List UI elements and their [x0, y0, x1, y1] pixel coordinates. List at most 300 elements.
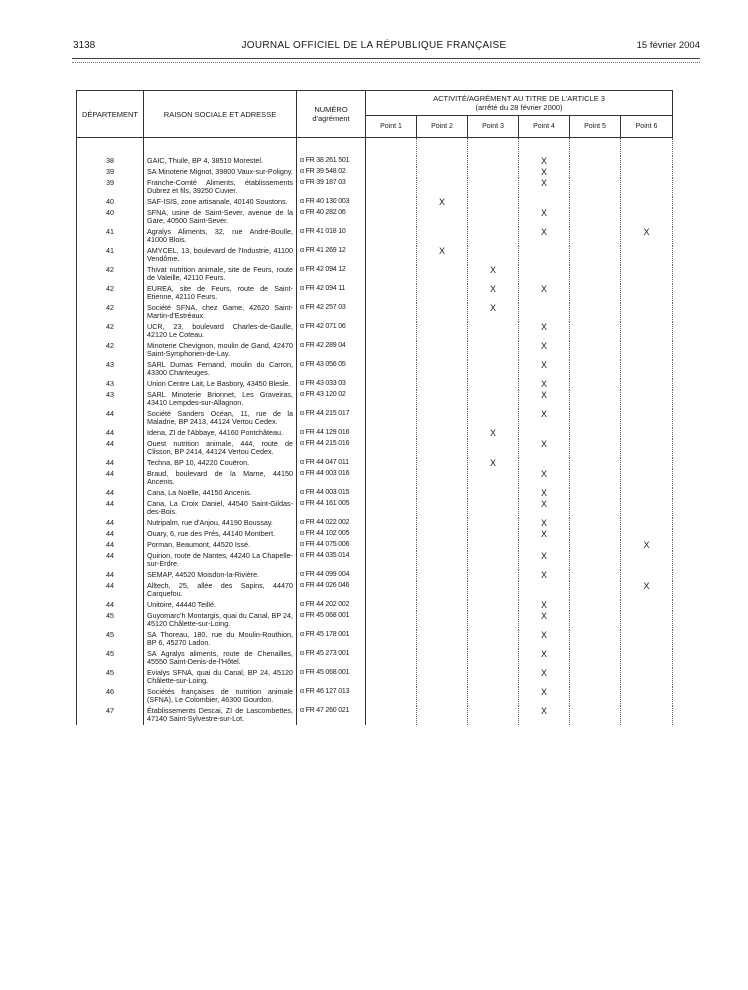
cell-point-1: [366, 265, 417, 284]
cell-point-5: [570, 322, 621, 341]
cell-departement: 42: [77, 265, 144, 284]
cell-point-5: [570, 600, 621, 611]
header-point-2: Point 2: [417, 116, 468, 138]
cell-point-4: X: [519, 551, 570, 570]
table-row: [77, 390, 673, 409]
cell-point-2: [417, 649, 468, 668]
cell-numero: α FR 46 127 013: [297, 687, 366, 706]
cell-point-5: [570, 246, 621, 265]
table-row: [77, 611, 673, 630]
cell-point-6: [621, 167, 673, 178]
header-point-6: Point 6: [621, 116, 673, 138]
cell-point-1: [366, 246, 417, 265]
cell-point-4: X: [519, 227, 570, 246]
cell-point-5: [570, 540, 621, 551]
cell-point-4: X: [519, 706, 570, 725]
cell-point-5: [570, 360, 621, 379]
cell-point-5: [570, 439, 621, 458]
header-point-3: Point 3: [468, 116, 519, 138]
table-row: [77, 488, 673, 499]
cell-point-5: [570, 551, 621, 570]
table-row: [77, 600, 673, 611]
cell-numero: α FR 42 257 03: [297, 303, 366, 322]
cell-raison-sociale: Minoterie Chevignon, moulin de Gand, 42470 Saint-Symphorien-de-Lay.: [144, 341, 297, 360]
cell-raison-sociale: Quirion, route de Nantes, 44240 La Chapelle-sur-Erdre.: [144, 551, 297, 570]
cell-point-1: [366, 428, 417, 439]
table-row: [77, 227, 673, 246]
cell-raison-sociale: Union Centre Lait, Le Basbory, 43450 Blesle.: [144, 379, 297, 390]
header-activite: [366, 91, 673, 116]
cell-departement: 44: [77, 428, 144, 439]
cell-point-6: [621, 360, 673, 379]
cell-point-6: X: [621, 581, 673, 600]
cell-departement: 42: [77, 322, 144, 341]
cell-raison-sociale: Société Sanders Océan, 11, rue de la Maladrie, BP 2413, 44124 Vertou Cedex.: [144, 409, 297, 428]
cell-raison-sociale: SFNA, usine de Saint-Sever, avenue de la Gare, 40500 Saint-Sever.: [144, 208, 297, 227]
cell-numero: α FR 44 003 016: [297, 469, 366, 488]
cell-point-2: [417, 379, 468, 390]
cell-point-1: [366, 156, 417, 167]
cell-point-5: [570, 265, 621, 284]
cell-departement: 44: [77, 518, 144, 529]
cell-raison-sociale: Cana, La Noëlle, 44150 Ancenis.: [144, 488, 297, 499]
cell-raison-sociale: SA Agralys aliments, route de Chenailles, 45550 Saint-Denis-de-l'Hôtel.: [144, 649, 297, 668]
cell-point-1: [366, 687, 417, 706]
cell-numero: α FR 45 273 001: [297, 649, 366, 668]
table-body: [77, 138, 673, 726]
cell-numero: α FR 41 018 10: [297, 227, 366, 246]
cell-point-3: [468, 630, 519, 649]
cell-point-1: [366, 668, 417, 687]
cell-point-2: [417, 581, 468, 600]
cell-point-2: [417, 611, 468, 630]
cell-departement: 39: [77, 178, 144, 197]
cell-raison-sociale: SEMAP, 44520 Moisdon-la-Rivière.: [144, 570, 297, 581]
cell-point-2: [417, 341, 468, 360]
cell-point-2: [417, 458, 468, 469]
cell-point-5: [570, 570, 621, 581]
cell-point-3: [468, 246, 519, 265]
cell-point-2: [417, 227, 468, 246]
cell-departement: 43: [77, 390, 144, 409]
table-row: [77, 265, 673, 284]
cell-point-3: [468, 379, 519, 390]
cell-point-5: [570, 581, 621, 600]
cell-point-3: [468, 439, 519, 458]
table-row: [77, 630, 673, 649]
cell-point-2: [417, 208, 468, 227]
cell-point-5: [570, 529, 621, 540]
cell-raison-sociale: Sociétés françaises de nutrition animale (SFNA), Le Colombier, 46300 Gourdon.: [144, 687, 297, 706]
cell-point-6: [621, 611, 673, 630]
cell-point-4: [519, 246, 570, 265]
table-row: [77, 156, 673, 167]
cell-point-5: [570, 518, 621, 529]
cell-point-3: [468, 611, 519, 630]
cell-point-2: [417, 518, 468, 529]
cell-point-3: [468, 551, 519, 570]
cell-point-6: [621, 265, 673, 284]
cell-point-3: [468, 600, 519, 611]
cell-point-6: [621, 409, 673, 428]
cell-point-6: [621, 208, 673, 227]
cell-point-6: [621, 499, 673, 518]
cell-numero: α FR 45 068 001: [297, 611, 366, 630]
cell-numero: α FR 45 178 001: [297, 630, 366, 649]
cell-point-1: [366, 518, 417, 529]
cell-point-1: [366, 409, 417, 428]
cell-point-4: [519, 197, 570, 208]
cell-departement: 44: [77, 458, 144, 469]
table-row: [77, 284, 673, 303]
cell-point-6: [621, 600, 673, 611]
header-activite-subtitle: (arrêté du 28 février 2000): [475, 103, 563, 112]
cell-point-3: [468, 581, 519, 600]
cell-point-6: [621, 246, 673, 265]
cell-point-5: [570, 499, 621, 518]
table-row: [77, 499, 673, 518]
cell-numero: α FR 44 215 016: [297, 439, 366, 458]
cell-point-1: [366, 303, 417, 322]
table-row: [77, 428, 673, 439]
cell-point-6: [621, 458, 673, 469]
cell-point-5: [570, 649, 621, 668]
cell-point-5: [570, 458, 621, 469]
cell-raison-sociale: Nutripalm, rue d'Anjou, 44190 Boussay.: [144, 518, 297, 529]
cell-point-1: [366, 600, 417, 611]
cell-point-2: [417, 360, 468, 379]
cell-numero: α FR 40 130 003: [297, 197, 366, 208]
header-point-1: Point 1: [366, 116, 417, 138]
cell-point-3: [468, 499, 519, 518]
cell-departement: 47: [77, 706, 144, 725]
cell-raison-sociale: EUREA, site de Feurs, route de Saint-Etienne, 42110 Feurs.: [144, 284, 297, 303]
table-row: [77, 706, 673, 725]
table-row: [77, 208, 673, 227]
cell-point-3: [468, 668, 519, 687]
cell-point-1: [366, 322, 417, 341]
cell-point-4: X: [519, 360, 570, 379]
cell-departement: 46: [77, 687, 144, 706]
cell-point-2: [417, 488, 468, 499]
table-row: [77, 649, 673, 668]
cell-point-6: [621, 649, 673, 668]
cell-departement: 44: [77, 409, 144, 428]
cell-point-6: [621, 178, 673, 197]
cell-numero: α FR 44 129 016: [297, 428, 366, 439]
cell-point-2: X: [417, 246, 468, 265]
cell-point-1: [366, 178, 417, 197]
cell-point-5: [570, 668, 621, 687]
cell-point-2: [417, 600, 468, 611]
cell-point-6: X: [621, 227, 673, 246]
cell-raison-sociale: SA Thoreau, 180, rue du Moulin-Routhion, BP 6, 45270 Ladon.: [144, 630, 297, 649]
cell-point-4: X: [519, 439, 570, 458]
cell-point-4: [519, 581, 570, 600]
cell-point-2: X: [417, 197, 468, 208]
table-row: [77, 540, 673, 551]
cell-point-1: [366, 284, 417, 303]
cell-point-6: [621, 668, 673, 687]
table-row: [77, 341, 673, 360]
cell-point-6: [621, 322, 673, 341]
cell-numero: α FR 44 075 006: [297, 540, 366, 551]
cell-departement: 42: [77, 341, 144, 360]
cell-point-5: [570, 428, 621, 439]
cell-point-4: X: [519, 488, 570, 499]
cell-point-1: [366, 488, 417, 499]
cell-point-4: [519, 303, 570, 322]
cell-point-6: [621, 529, 673, 540]
cell-departement: 44: [77, 488, 144, 499]
cell-point-3: [468, 167, 519, 178]
cell-departement: 45: [77, 649, 144, 668]
cell-point-6: [621, 390, 673, 409]
cell-point-1: [366, 630, 417, 649]
cell-point-5: [570, 488, 621, 499]
cell-point-3: [468, 322, 519, 341]
cell-point-4: X: [519, 687, 570, 706]
cell-point-1: [366, 529, 417, 540]
cell-point-3: [468, 197, 519, 208]
table-row: [77, 197, 673, 208]
cell-point-3: X: [468, 428, 519, 439]
cell-point-1: [366, 167, 417, 178]
cell-point-4: X: [519, 178, 570, 197]
cell-point-3: X: [468, 265, 519, 284]
cell-raison-sociale: Société SFNA, chez Game, 42620 Saint-Martin-d'Estréaux.: [144, 303, 297, 322]
cell-numero: α FR 39 187 03: [297, 178, 366, 197]
cell-point-4: X: [519, 469, 570, 488]
cell-point-6: [621, 518, 673, 529]
cell-numero: α FR 47 260 021: [297, 706, 366, 725]
cell-departement: 43: [77, 379, 144, 390]
cell-point-6: [621, 197, 673, 208]
cell-departement: 44: [77, 570, 144, 581]
cell-point-2: [417, 706, 468, 725]
cell-point-3: [468, 469, 519, 488]
cell-point-5: [570, 156, 621, 167]
cell-point-6: [621, 551, 673, 570]
cell-point-4: X: [519, 284, 570, 303]
cell-point-4: X: [519, 390, 570, 409]
cell-departement: 39: [77, 167, 144, 178]
cell-numero: α FR 42 289 04: [297, 341, 366, 360]
cell-point-2: [417, 499, 468, 518]
cell-raison-sociale: Ouary, 6, rue des Prés, 44140 Montbert.: [144, 529, 297, 540]
header-raison-sociale: RAISON SOCIALE ET ADRESSE: [144, 91, 297, 138]
cell-point-1: [366, 227, 417, 246]
cell-point-3: [468, 360, 519, 379]
cell-point-5: [570, 178, 621, 197]
page-number: 3138: [73, 40, 96, 51]
cell-point-5: [570, 341, 621, 360]
cell-raison-sociale: Thivat nutrition animale, site de Feurs, route de Valeille, 42110 Feurs.: [144, 265, 297, 284]
cell-point-1: [366, 649, 417, 668]
cell-point-2: [417, 529, 468, 540]
header-numero: NUMÉRO d'agrément: [297, 91, 366, 138]
cell-point-1: [366, 390, 417, 409]
cell-numero: α FR 44 003 015: [297, 488, 366, 499]
cell-raison-sociale: Braud, boulevard de la Marne, 44150 Ancenis.: [144, 469, 297, 488]
table-row: [77, 518, 673, 529]
cell-point-2: [417, 156, 468, 167]
cell-point-1: [366, 341, 417, 360]
cell-point-5: [570, 630, 621, 649]
cell-point-6: [621, 156, 673, 167]
cell-point-2: [417, 687, 468, 706]
cell-point-6: [621, 469, 673, 488]
cell-point-2: [417, 428, 468, 439]
cell-point-4: X: [519, 322, 570, 341]
cell-departement: 45: [77, 611, 144, 630]
cell-departement: 45: [77, 630, 144, 649]
cell-departement: 44: [77, 499, 144, 518]
table-row: [77, 551, 673, 570]
cell-point-3: [468, 540, 519, 551]
cell-departement: 42: [77, 303, 144, 322]
cell-point-3: [468, 178, 519, 197]
cell-departement: 38: [77, 156, 144, 167]
cell-numero: α FR 44 099 004: [297, 570, 366, 581]
cell-raison-sociale: Unitoire, 44440 Teillé.: [144, 600, 297, 611]
cell-departement: 45: [77, 668, 144, 687]
cell-raison-sociale: Techna, BP 10, 44220 Couëron.: [144, 458, 297, 469]
cell-point-4: X: [519, 611, 570, 630]
cell-point-3: [468, 570, 519, 581]
cell-point-3: X: [468, 458, 519, 469]
header-point-4: Point 4: [519, 116, 570, 138]
cell-point-4: X: [519, 409, 570, 428]
cell-raison-sociale: Ouest nutrition animale, 444, route de Clisson, BP 2414, 44124 Vertou Cedex.: [144, 439, 297, 458]
cell-departement: 44: [77, 439, 144, 458]
cell-point-5: [570, 227, 621, 246]
cell-departement: 44: [77, 469, 144, 488]
cell-point-2: [417, 178, 468, 197]
cell-point-2: [417, 630, 468, 649]
cell-numero: α FR 44 215 017: [297, 409, 366, 428]
cell-point-4: X: [519, 518, 570, 529]
cell-point-2: [417, 439, 468, 458]
cell-raison-sociale: Établissements Descai, ZI de Lascombettes, 47140 Saint-Sylvestre-sur-Lot.: [144, 706, 297, 725]
cell-point-5: [570, 303, 621, 322]
cell-point-1: [366, 469, 417, 488]
table-row: [77, 409, 673, 428]
cell-raison-sociale: SARL Minoterie Brionnet, Les Graveiras, 43410 Lempdes-sur-Allagnon.: [144, 390, 297, 409]
cell-point-4: [519, 458, 570, 469]
table-row: [77, 687, 673, 706]
cell-point-3: [468, 390, 519, 409]
header-activite-title: ACTIVITÉ/AGRÉMENT AU TITRE DE L'ARTICLE 3: [433, 94, 605, 103]
cell-departement: 41: [77, 246, 144, 265]
cell-point-2: [417, 265, 468, 284]
page-header: [0, 40, 748, 54]
table-row: [77, 439, 673, 458]
cell-point-4: X: [519, 529, 570, 540]
cell-numero: α FR 44 202 002: [297, 600, 366, 611]
cell-point-6: [621, 341, 673, 360]
cell-point-4: X: [519, 668, 570, 687]
cell-point-5: [570, 390, 621, 409]
cell-raison-sociale: SA Minoterie Mignot, 39800 Vaux-sur-Poligny.: [144, 167, 297, 178]
cell-raison-sociale: UCR, 23, boulevard Charles-de-Gaulle, 42120 Le Coteau.: [144, 322, 297, 341]
cell-numero: α FR 44 047 011: [297, 458, 366, 469]
cell-raison-sociale: Agralys Aliments, 32, rue André-Boulle, 41000 Blois.: [144, 227, 297, 246]
cell-point-2: [417, 570, 468, 581]
cell-point-2: [417, 322, 468, 341]
cell-departement: 44: [77, 540, 144, 551]
cell-point-1: [366, 458, 417, 469]
cell-numero: α FR 39 548 02: [297, 167, 366, 178]
cell-point-4: X: [519, 156, 570, 167]
table-row: [77, 360, 673, 379]
cell-point-3: [468, 208, 519, 227]
cell-point-5: [570, 706, 621, 725]
cell-departement: 44: [77, 581, 144, 600]
cell-point-1: [366, 581, 417, 600]
cell-point-4: X: [519, 570, 570, 581]
cell-point-1: [366, 706, 417, 725]
cell-departement: 44: [77, 600, 144, 611]
cell-point-1: [366, 570, 417, 581]
table-spacer-row: [77, 138, 673, 157]
table-row: [77, 668, 673, 687]
cell-departement: 44: [77, 529, 144, 540]
cell-point-6: X: [621, 540, 673, 551]
cell-point-1: [366, 360, 417, 379]
cell-point-3: [468, 156, 519, 167]
cell-point-2: [417, 668, 468, 687]
cell-raison-sociale: SARL Dumas Fernand, moulin du Carron, 43300 Chanteuges.: [144, 360, 297, 379]
cell-raison-sociale: Idena, ZI de l'Abbaye, 44160 Pontchâteau.: [144, 428, 297, 439]
cell-point-3: [468, 649, 519, 668]
cell-point-1: [366, 197, 417, 208]
cell-point-1: [366, 379, 417, 390]
cell-numero: α FR 42 094 12: [297, 265, 366, 284]
cell-point-2: [417, 540, 468, 551]
cell-point-5: [570, 611, 621, 630]
cell-point-4: X: [519, 630, 570, 649]
cell-point-5: [570, 469, 621, 488]
table-row: [77, 246, 673, 265]
cell-point-3: [468, 687, 519, 706]
cell-departement: 43: [77, 360, 144, 379]
table-row: [77, 469, 673, 488]
header-dotted-rule: [72, 62, 700, 63]
table-row: [77, 581, 673, 600]
cell-point-4: [519, 265, 570, 284]
cell-point-3: [468, 529, 519, 540]
cell-point-4: X: [519, 341, 570, 360]
cell-numero: α FR 44 035 014: [297, 551, 366, 570]
cell-numero: α FR 45 068 001: [297, 668, 366, 687]
cell-point-3: [468, 341, 519, 360]
cell-raison-sociale: Porman, Beaumont, 44520 Issé.: [144, 540, 297, 551]
cell-raison-sociale: Evialys SFNA, quai du Canal, BP 24, 45120 Châlette-sur-Loing.: [144, 668, 297, 687]
cell-numero: α FR 43 056 05: [297, 360, 366, 379]
cell-departement: 42: [77, 284, 144, 303]
cell-departement: 40: [77, 208, 144, 227]
cell-numero: α FR 42 094 11: [297, 284, 366, 303]
cell-point-3: X: [468, 303, 519, 322]
cell-raison-sociale: AMYCEL, 13, boulevard de l'Industrie, 41100 Vendôme.: [144, 246, 297, 265]
cell-point-2: [417, 390, 468, 409]
cell-point-3: X: [468, 284, 519, 303]
cell-numero: α FR 42 071 06: [297, 322, 366, 341]
cell-point-1: [366, 611, 417, 630]
cell-point-5: [570, 687, 621, 706]
cell-point-3: [468, 706, 519, 725]
